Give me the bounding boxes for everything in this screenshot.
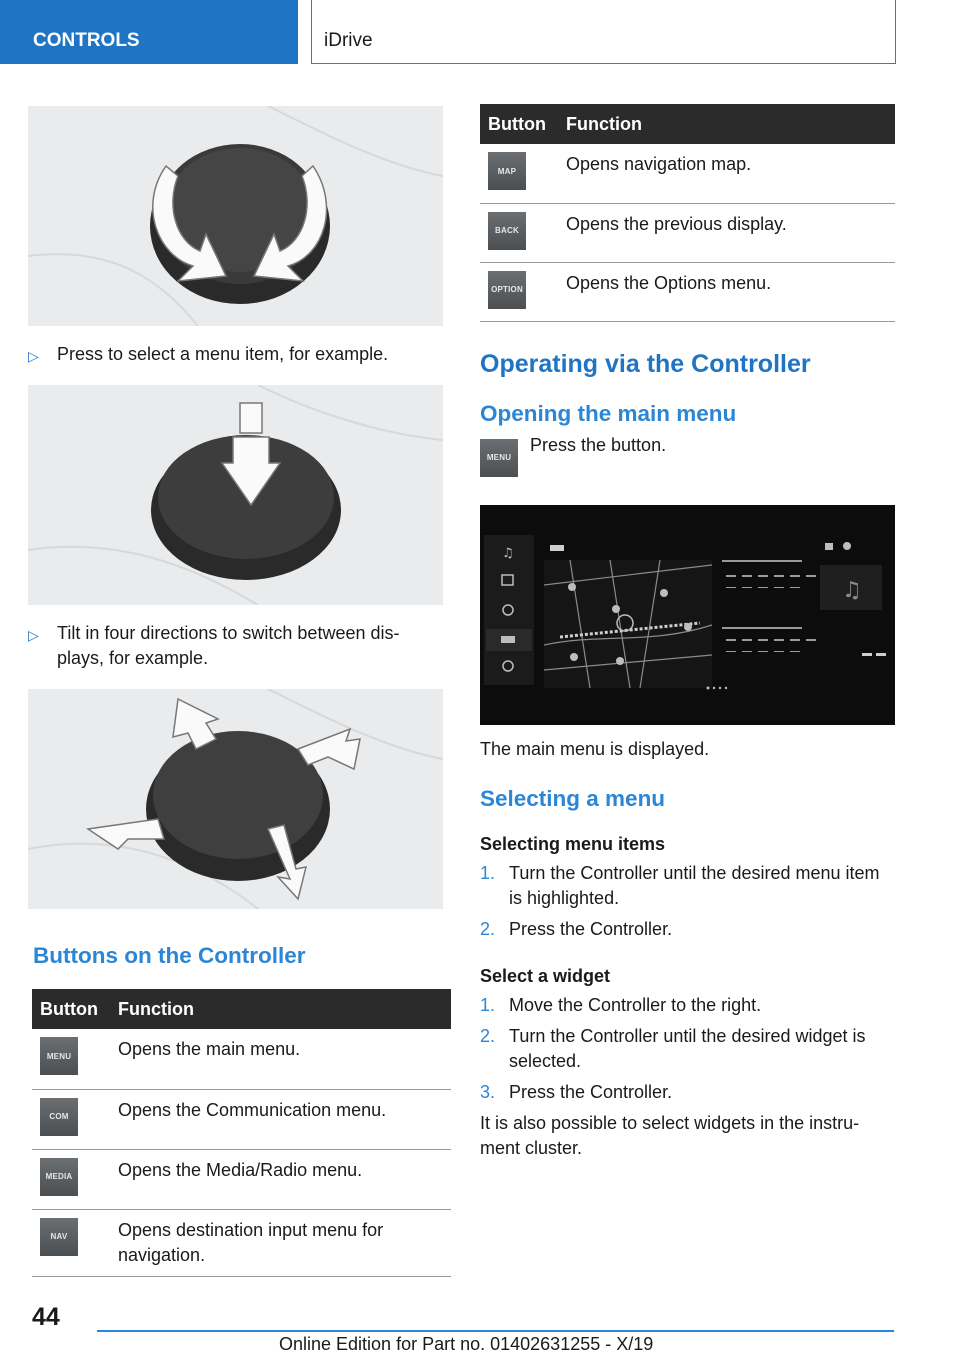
more-buttons-table: [480, 104, 895, 322]
table-header-row: [480, 104, 895, 144]
function-cell: Opens the Media/Radio menu.: [116, 1149, 451, 1209]
closing-paragraph: It is also possible to select widgets in the instru-ment cluster.: [480, 1112, 860, 1158]
column-header-button: Button: [32, 989, 116, 1029]
step-tilt: ▷ Tilt in four directions to switch between dis-plays, for example.: [28, 623, 400, 668]
menu-key-icon: MENU: [480, 439, 518, 477]
buttons-heading: Buttons on the Controller: [33, 943, 306, 968]
function-cell: Opens the Options menu.: [564, 262, 895, 321]
right-column: [480, 104, 895, 1161]
triangle-right-icon: ▷: [28, 627, 39, 643]
opening-heading: Opening the main menu: [480, 400, 737, 426]
edition-note: Online Edition for Part no. 01402631255 - X/19: [279, 1334, 654, 1354]
press-instruction: Press the button.: [530, 434, 667, 455]
selecting-items-subheading: Selecting menu items: [480, 833, 666, 854]
column-header-button: Button: [480, 104, 564, 144]
section-tab: CONTROLS: [0, 0, 298, 64]
select-widget-subheading: Select a widget: [480, 965, 611, 986]
media-key-icon: MEDIA: [40, 1158, 78, 1196]
com-key-icon: COM: [40, 1098, 78, 1136]
table-row: [480, 262, 895, 321]
table-row: [480, 144, 895, 203]
function-cell: Opens destination input menu for navigation.: [116, 1209, 451, 1276]
controller-press-illustration: [28, 385, 443, 605]
operating-heading: Operating via the Controller: [480, 349, 811, 378]
list-item: 1. Turn the Controller until the desired menu item is highlighted.: [480, 862, 880, 908]
function-cell: Opens the previous display.: [564, 203, 895, 262]
footer-divider: [97, 1330, 894, 1332]
back-key-icon: BACK: [488, 212, 526, 250]
function-cell: Opens navigation map.: [564, 144, 895, 203]
list-item: 1. Move the Controller to the right.: [480, 994, 762, 1015]
list-item: 2. Turn the Controller until the desired widget is selected.: [480, 1025, 866, 1071]
list-item: 2. Press the Controller.: [480, 918, 673, 939]
table-row: [32, 1209, 451, 1276]
nav-key-icon: NAV: [40, 1218, 78, 1256]
main-menu-displayed-text: The main menu is displayed.: [480, 738, 710, 759]
column-header-function: Function: [564, 104, 895, 144]
controller-rotate-illustration: [28, 106, 443, 326]
svg-text:♫: ♫: [502, 545, 514, 561]
function-cell: Opens the Communication menu.: [116, 1089, 451, 1149]
table-row: [32, 1149, 451, 1209]
chapter-title: iDrive: [311, 0, 896, 64]
triangle-right-icon: ▷: [28, 348, 39, 364]
menu-key-icon: MENU: [40, 1037, 78, 1075]
svg-text:♫: ♫: [842, 577, 862, 603]
controller-buttons-table: [32, 989, 451, 1277]
controller-tilt-illustration: [28, 689, 443, 909]
selecting-heading: Selecting a menu: [480, 785, 666, 811]
table-header-row: [32, 989, 451, 1029]
map-key-icon: MAP: [488, 152, 526, 190]
option-key-icon: OPTION: [488, 271, 526, 309]
column-header-function: Function: [116, 989, 451, 1029]
list-item: 3. Press the Controller.: [480, 1081, 673, 1102]
function-cell: Opens the main menu.: [116, 1029, 451, 1089]
press-menu-row: [480, 433, 895, 485]
table-row: [480, 203, 895, 262]
main-menu-screenshot: [480, 505, 895, 725]
step-press: ▷ Press to select a menu item, for example.: [28, 342, 443, 367]
table-row: [32, 1089, 451, 1149]
page-number: 44: [32, 1303, 60, 1331]
table-row: [32, 1029, 451, 1089]
left-column: [28, 106, 443, 1277]
